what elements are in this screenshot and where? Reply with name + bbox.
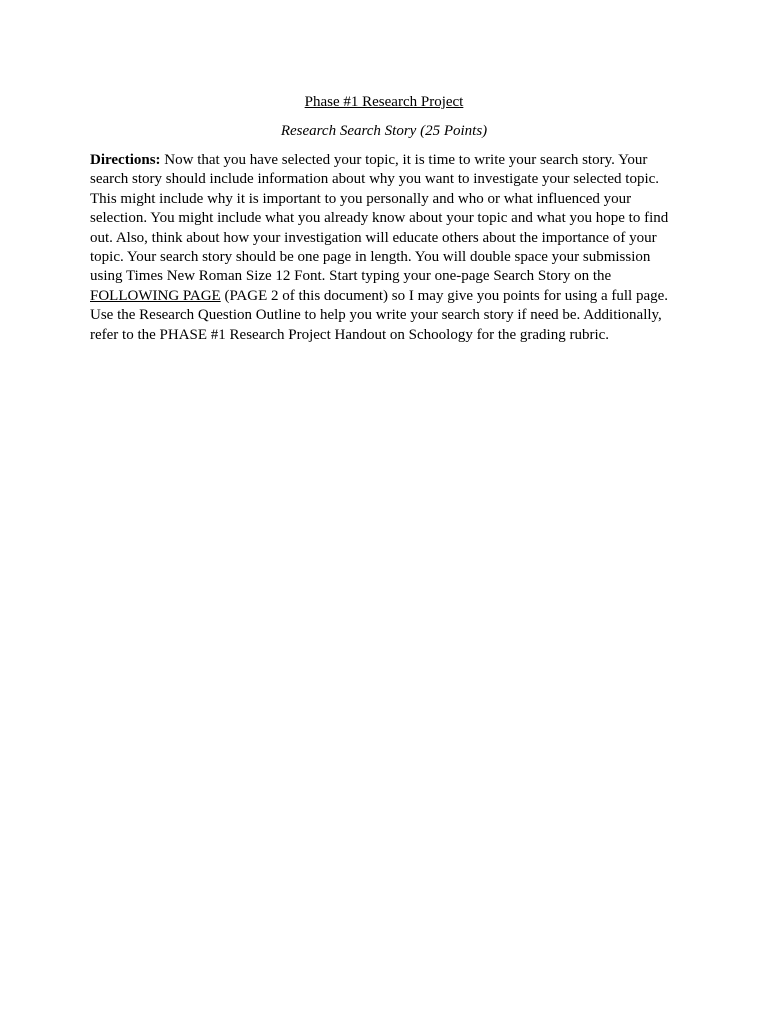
directions-label: Directions: [90,152,161,168]
directions-text-part2: (PAGE 2 of this document) so I may give you points for using a full page. Use the Research Question Outline to help you write your search story if need be. Additionally, refer to the PHASE #1 Research Project Handout on Schoology for the grading rubric. [90,287,669,343]
document-subtitle: Research Search Story (25 Points) [280,123,488,139]
following-page-emphasis: FOLLOWING PAGE [90,287,221,304]
directions-text-part1: Now that you have selected your topic, it is time to write your search story. Your search story should include information about why you want to investigate your selected topic. This might include why it is important to you personally and who or what influenced your selection. You might include what you already know about your topic and what you hope to find out. Also, think about how your investigation will educate others about the importance of your topic. Your search story should be one page in length. You will double space your submission using Times New Roman Size 12 Font. Start typing your one-page Search Story on the [90,152,669,285]
directions-paragraph [90,151,682,345]
document-title: Phase #1 Research Project [304,94,464,110]
